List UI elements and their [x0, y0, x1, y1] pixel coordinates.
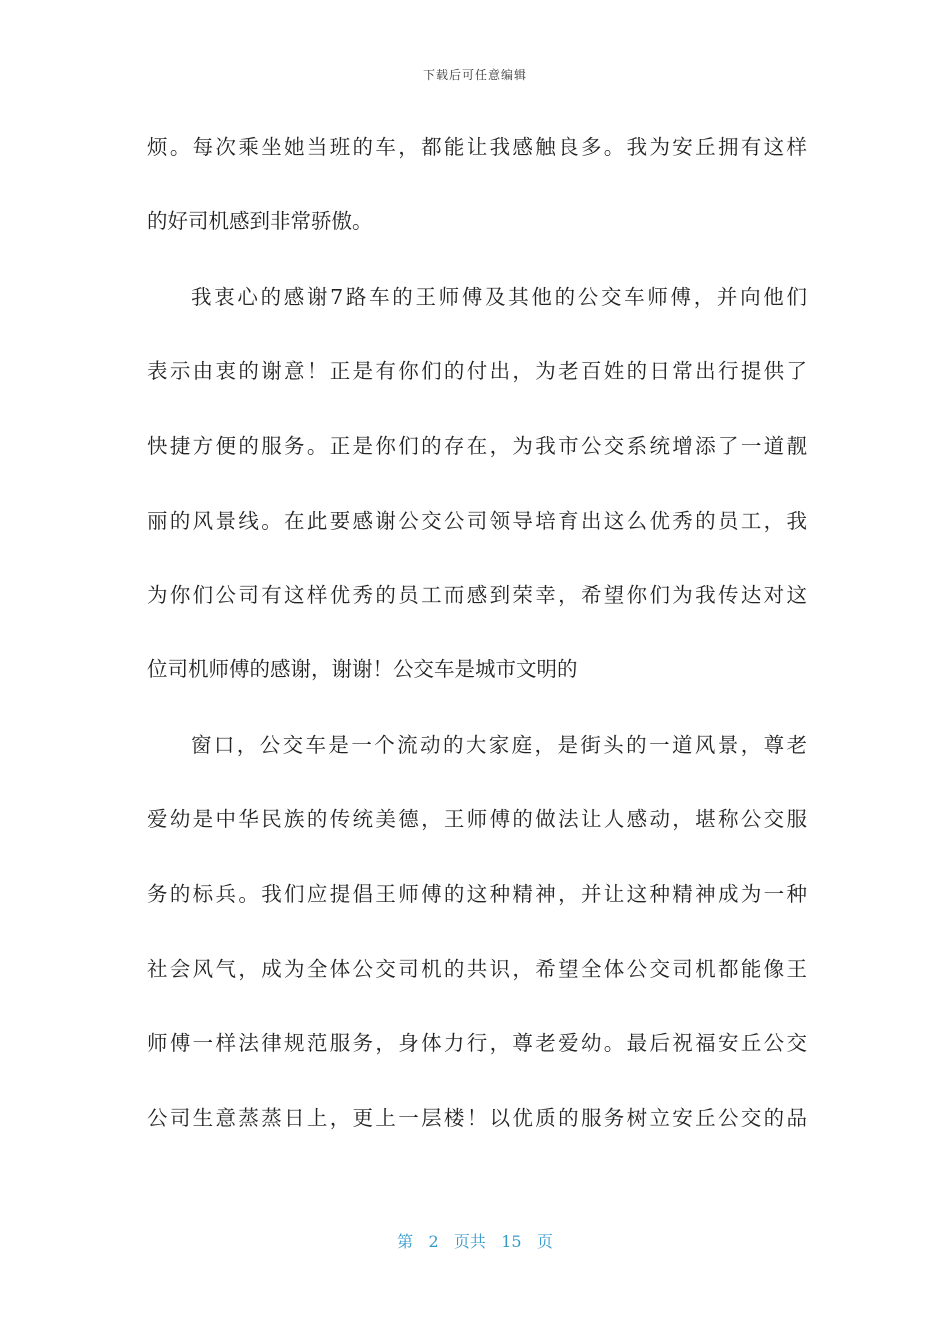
footer-middle: 页共: [453, 1232, 486, 1251]
footer-prefix: 第: [397, 1232, 414, 1251]
footer-total-pages: 15: [501, 1232, 522, 1251]
text-line: 位司机师傅的感谢，谢谢！公交车是城市文明的: [147, 657, 578, 681]
text-line: 公司生意蒸蒸日上，更上一层楼！以优质的服务树立安丘公交的品: [147, 1106, 807, 1130]
text-line: 社会风气，成为全体公交司机的共识，希望全体公交司机都能像王: [147, 957, 807, 981]
text-line: 为你们公司有这样优秀的员工而感到荣幸，希望你们为我传达对这: [147, 583, 807, 607]
page-footer: [0, 1229, 950, 1252]
text-line: 的好司机感到非常骄傲。: [147, 209, 373, 233]
page-header: 下载后可任意编辑: [422, 68, 527, 82]
footer-page-number: 2: [428, 1232, 439, 1251]
text-line: 表示由衷的谢意！正是有你们的付出，为老百姓的日常出行提供了: [147, 359, 807, 383]
text-line: 窗口，公交车是一个流动的大家庭，是街头的一道风景，尊老: [191, 733, 807, 757]
text-line: 爱幼是中华民族的传统美德，王师傅的做法让人感动，堪称公交服: [147, 807, 807, 831]
text-line: 烦。每次乘坐她当班的车，都能让我感触良多。我为安丘拥有这样: [147, 135, 807, 159]
footer-suffix: 页: [536, 1232, 553, 1251]
text-line: 我衷心的感谢7路车的王师傅及其他的公交车师傅，并向他们: [191, 285, 807, 309]
text-line: 师傅一样法律规范服务，身体力行，尊老爱幼。最后祝福安丘公交: [147, 1031, 807, 1055]
text-line: 丽的风景线。在此要感谢公交公司领导培育出这么优秀的员工，我: [147, 509, 807, 533]
text-line: 务的标兵。我们应提倡王师傅的这种精神，并让这种精神成为一种: [147, 882, 807, 906]
text-line: 快捷方便的服务。正是你们的存在，为我市公交系统增添了一道靓: [147, 434, 807, 458]
